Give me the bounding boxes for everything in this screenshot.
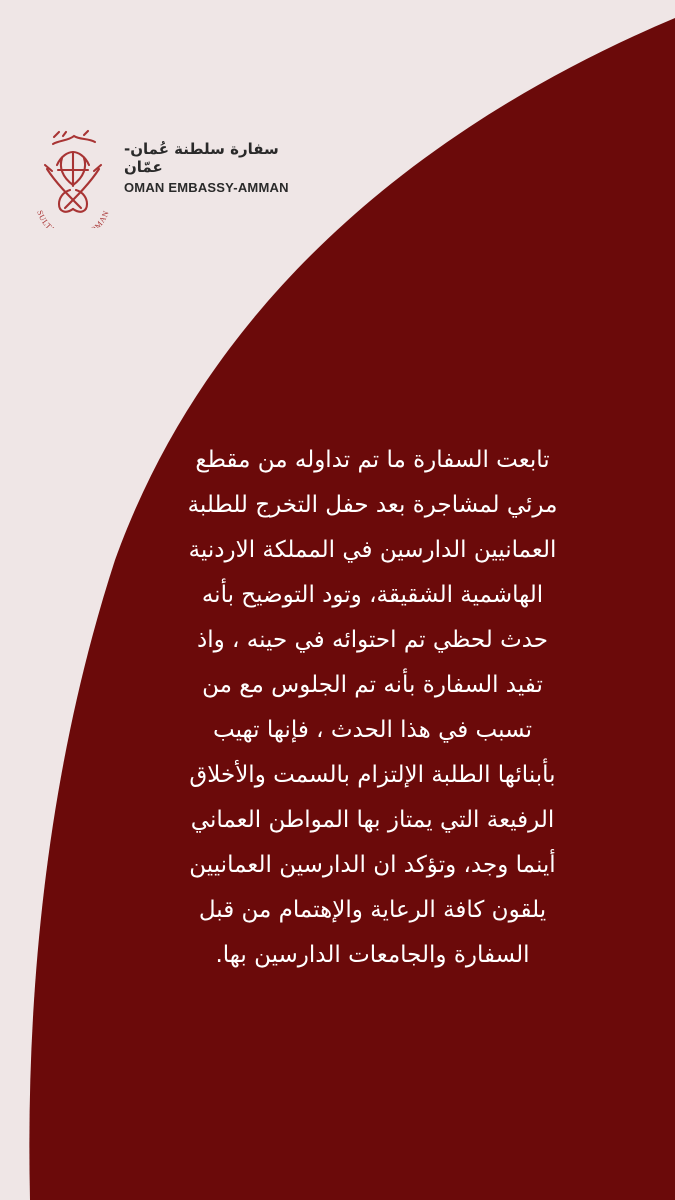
statement-line: الرفيعة التي يمتاز بها المواطن العماني [190, 807, 555, 833]
svg-text:SULTANATE OF OMAN: SULT MAN [35, 209, 111, 228]
statement-line: السفارة والجامعات الدارسين بها. [215, 942, 530, 968]
statement-line: حدث لحظي تم احتوائه في حينه ، واذ [196, 627, 549, 653]
statement-line: بأبنائها الطلبة الإلتزام بالسمت والأخلاق [189, 762, 556, 788]
statement-line: تفيد السفارة بأنه تم الجلوس مع من [202, 672, 543, 698]
statement-line: تابعت السفارة ما تم تداوله من مقطع [195, 447, 550, 473]
embassy-name-arabic: سفارة سلطنة عُمان-عمّان [124, 140, 279, 176]
statement-line: أينما وجد، وتؤكد ان الدارسين العمانيين [189, 852, 556, 878]
statement-text [150, 438, 595, 998]
statement-line: تسبب في هذا الحدث ، فإنها تهيب [212, 717, 532, 743]
sultanate-of-oman-emblem-icon [28, 128, 118, 228]
statement-line: مرئي لمشاجرة بعد حفل التخرج للطلبة [187, 492, 558, 518]
statement-line: يلقون كافة الرعاية والإهتمام من قبل [198, 897, 547, 923]
embassy-name-english: OMAN EMBASSY-AMMAN [124, 180, 289, 195]
statement-line: الهاشمية الشقيقة، وتود التوضيح بأنه [201, 582, 544, 608]
embassy-identity [124, 140, 304, 196]
statement-line: العمانيين الدارسين في المملكة الاردنية [188, 537, 557, 563]
